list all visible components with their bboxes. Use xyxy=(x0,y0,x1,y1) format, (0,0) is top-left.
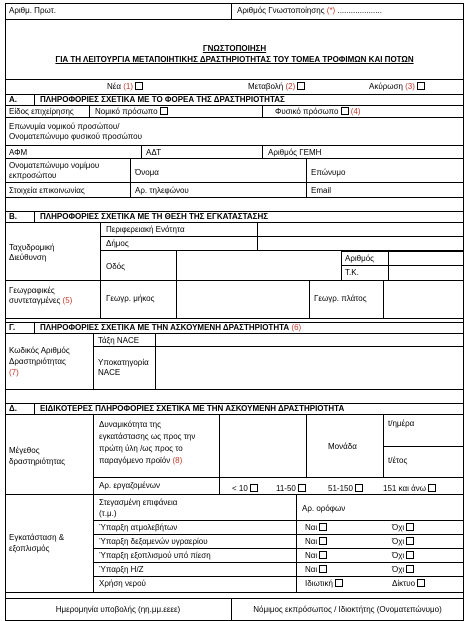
phone-label: Αρ. τηλεφώνου xyxy=(135,186,189,195)
adt-label: ΑΔΤ xyxy=(146,148,162,157)
postal-address-label-2: Διεύθυνση xyxy=(9,253,47,262)
entity-name-label-1: Επωνυμία νομικού προσώπου/ xyxy=(9,122,120,131)
section-b-title: ΠΛΗΡΟΦΟΡΙΕΣ ΣΧΕΤΙΚΑ ΜΕ ΤΗ ΘΕΣΗ ΤΗΣ ΕΓΚΑΤΑΣΤΑΣΗΣ xyxy=(40,212,269,221)
section-d-title: ΕΙΔΙΚΟΤΕΡΕΣ ΠΛΗΡΟΦΟΡΙΕΣ ΣΧΕΤΙΚΑ ΜΕ ΤΗΝ ΑΣΚΟΥΜΕΝΗ ΔΡΑΣΤΗΡΙΟΤΗΤΑ xyxy=(40,404,345,413)
activity-size-label-1: Μέγεθος xyxy=(9,446,40,455)
employees-151-plus-option[interactable]: 151 και άνω xyxy=(383,484,436,494)
employees-under-10-checkbox[interactable] xyxy=(250,484,258,492)
water-private-option[interactable]: Ιδιωτική xyxy=(305,579,343,589)
boilers-yes-option[interactable]: Ναι xyxy=(305,523,327,533)
legal-person-option[interactable]: Νομικό πρόσωπο xyxy=(95,107,168,117)
water-private-checkbox[interactable] xyxy=(335,579,343,587)
lpg-no-option[interactable]: Όχι xyxy=(392,537,414,547)
lpg-yes-checkbox[interactable] xyxy=(319,537,327,545)
latitude-label: Γεωγρ. πλάτος xyxy=(314,294,367,303)
lpg-no-checkbox[interactable] xyxy=(406,537,414,545)
change-checkbox[interactable] xyxy=(297,82,305,90)
boilers-no-option[interactable]: Όχι xyxy=(392,523,414,533)
boilers-label: Ύπαρξη ατμολεβήτων xyxy=(99,523,178,532)
generator-yes-checkbox[interactable] xyxy=(319,565,327,573)
longitude-label: Γεωγρ. μήκος xyxy=(106,294,155,303)
employees-151-plus-checkbox[interactable] xyxy=(428,484,436,492)
section-c-title: ΠΛΗΡΟΦΟΡΙΕΣ ΣΧΕΤΙΚΑ ΜΕ ΤΗΝ ΑΣΚΟΥΜΕΝΗ ΔΡΑΣΤΗΡΙΟΤΗΤΑ (6) xyxy=(40,323,302,332)
pressure-yes-checkbox[interactable] xyxy=(319,551,327,559)
generator-no-option[interactable]: Όχι xyxy=(392,565,414,575)
capacity-label-3: πρώτη ύλη /ως προς το xyxy=(99,444,183,453)
surname-label: Επώνυμο xyxy=(311,168,346,177)
activity-size-label-2: δραστηριότητας xyxy=(9,457,65,466)
natural-person-option[interactable]: Φυσικό πρόσωπο (4) xyxy=(275,107,361,116)
postal-code-label: Τ.Κ. xyxy=(345,268,359,277)
cancel-checkbox[interactable] xyxy=(417,82,425,90)
employees-11-50-checkbox[interactable] xyxy=(298,484,306,492)
email-label: Email xyxy=(311,186,332,195)
floors-label: Αρ. ορόφων xyxy=(302,504,346,513)
notification-number-label: Αριθμός Γνωστοποίησης (*) .................... xyxy=(237,6,382,15)
section-a-title: ΠΛΗΡΟΦΟΡΙΕΣ ΣΧΕΤΙΚΑ ΜΕ ΤΟ ΦΟΡΕΑ ΤΗΣ ΔΡΑΣΤΗΡΙΟΤΗΤΑΣ xyxy=(40,95,285,104)
legal-person-checkbox[interactable] xyxy=(160,107,168,115)
cancel-option[interactable]: Ακύρωση (3) xyxy=(369,82,425,92)
street-number-label: Αριθμός xyxy=(345,254,375,263)
activity-code-ref: (7) xyxy=(9,368,19,377)
tonnes-per-day-label: t/ημέρα xyxy=(388,419,415,428)
employees-11-50-option[interactable]: 11-50 xyxy=(276,484,306,494)
geo-coords-label-1: Γεωγραφικές xyxy=(9,286,55,295)
municipality-label: Δήμος xyxy=(106,239,129,248)
water-network-checkbox[interactable] xyxy=(417,579,425,587)
section-a-letter: Α. xyxy=(9,95,17,104)
generator-yes-option[interactable]: Ναι xyxy=(305,565,327,575)
employees-51-150-option[interactable]: 51-150 xyxy=(328,484,363,494)
new-checkbox[interactable] xyxy=(135,82,143,90)
capacity-label-4: παραγόμενο προϊόν (8) xyxy=(99,456,183,465)
postal-address-label-1: Ταχυδρομική xyxy=(9,243,55,252)
geo-coords-label-2: συντεταγμένες (5) xyxy=(9,296,73,305)
pressure-equipment-label: Ύπαρξη εξοπλισμού υπό πίεση xyxy=(99,551,211,560)
water-use-label: Χρήση νερού xyxy=(99,579,146,588)
section-d-letter: Δ. xyxy=(9,404,17,413)
section-c-letter: Γ. xyxy=(9,323,16,332)
business-type-label: Είδος επιχείρησης xyxy=(9,107,74,116)
legal-representative-label: Νόμιμος εκπρόσωπος / Ιδιοκτήτης (Ονοματεπώνυμο) xyxy=(253,605,442,614)
pressure-no-option[interactable]: Όχι xyxy=(392,551,414,561)
employees-51-150-checkbox[interactable] xyxy=(355,484,363,492)
change-option[interactable]: Μεταβολή (2) xyxy=(248,82,305,92)
generator-label: Ύπαρξη Η/Ζ xyxy=(99,565,144,574)
lpg-tanks-label: Ύπαρξη δεξαμενών υγραερίου xyxy=(99,537,208,546)
submission-date-label: Ημερομηνία υποβολής (ηη.μμ.εεεε) xyxy=(55,605,181,614)
form-title: ΓΝΩΣΤΟΠΟΙΗΣΗ xyxy=(202,44,267,53)
protocol-number-label: Αριθμ. Πρωτ. xyxy=(9,6,57,15)
employees-under-10-option[interactable]: < 10 xyxy=(232,484,258,494)
contact-label: Στοιχεία επικοινωνίας xyxy=(9,186,85,195)
capacity-label-2: εγκατάστασης ως προς την xyxy=(99,432,196,441)
covered-area-label-1: Στεγασμένη επιφάνεια xyxy=(99,498,178,507)
form-subtitle: ΓΙΑ ΤΗ ΛΕΙΤΟΥΡΓΙΑ ΜΕΤΑΠΟΙΗΤΙΚΗΣ ΔΡΑΣΤΗΡΙΟΤΗΤΑΣ ΤΟΥ ΤΟΜΕΑ ΤΡΟΦΙΜΩΝ ΚΑΙ ΠΟΤΩΝ xyxy=(55,55,414,64)
covered-area-label-2: (τ.μ.) xyxy=(99,509,117,518)
gemi-label: Αριθμός ΓΕΜΗ xyxy=(268,148,322,157)
water-network-option[interactable]: Δίκτυο xyxy=(392,579,425,589)
nace-subcategory-label-2: NACE xyxy=(98,368,121,377)
activity-code-label-2: Δραστηριότητας xyxy=(9,357,66,366)
section-b-letter: Β. xyxy=(9,212,17,221)
tonnes-per-year-label: t/έτος xyxy=(388,456,408,465)
natural-person-checkbox[interactable] xyxy=(341,107,349,115)
new-option[interactable]: Νέα (1) xyxy=(107,82,143,92)
activity-code-label-1: Κωδικός Αριθμός xyxy=(9,346,70,355)
lpg-yes-option[interactable]: Ναι xyxy=(305,537,327,547)
pressure-no-checkbox[interactable] xyxy=(406,551,414,559)
boilers-yes-checkbox[interactable] xyxy=(319,523,327,531)
installation-label-2: εξοπλισμός xyxy=(9,544,50,553)
regional-unit-label: Περιφερειακή Ενότητα xyxy=(106,225,185,234)
unit-label: Μονάδα xyxy=(328,442,357,451)
pressure-yes-option[interactable]: Ναι xyxy=(305,551,327,561)
boilers-no-checkbox[interactable] xyxy=(406,523,414,531)
legal-rep-label-1: Ονοματεπώνυμο νομίμου xyxy=(9,161,100,170)
installation-label-1: Εγκατάσταση & xyxy=(9,533,65,542)
employees-label: Αρ. εργαζομένων xyxy=(99,481,160,490)
nace-class-label: Τάξη NACE xyxy=(98,336,140,345)
legal-rep-label-2: εκπροσώπου xyxy=(9,171,57,180)
first-name-label: Όνομα xyxy=(135,168,159,177)
nace-subcategory-label-1: Υποκατηγορία xyxy=(98,358,149,367)
street-label: Οδός xyxy=(106,262,125,271)
entity-name-label-2: Ονοματεπώνυμο φυσικού προσώπου xyxy=(9,132,142,141)
capacity-label-1: Δυναμικότητα της xyxy=(99,420,161,429)
afm-label: ΑΦΜ xyxy=(9,148,28,157)
generator-no-checkbox[interactable] xyxy=(406,565,414,573)
